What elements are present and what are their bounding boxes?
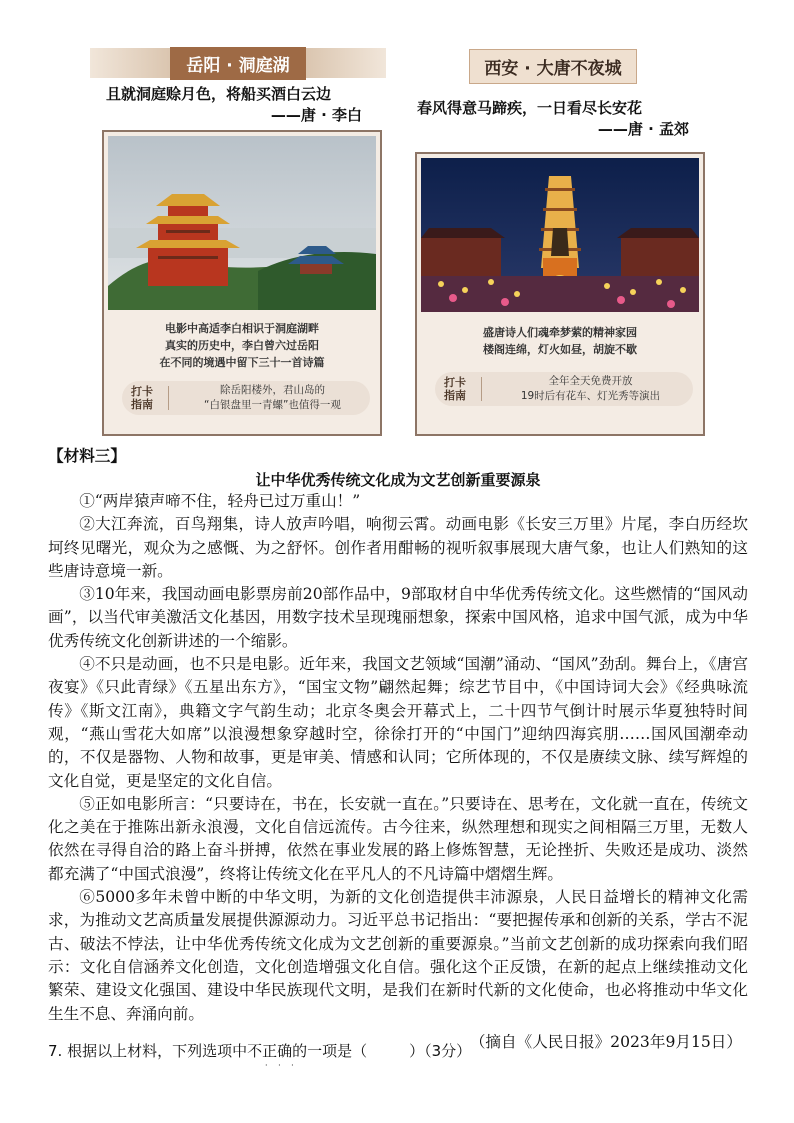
question-score: ）（3分） <box>409 1042 472 1060</box>
divider <box>168 386 169 410</box>
photo-frame <box>102 130 382 436</box>
paragraph: ⑤正如电影所言：“只要诗在，书在，长安就一直在。”只要诗在、思考在，文化就一直在，传统文化之美在于推陈出新永浪漫，文化自信远流传。古今往来，纵然理想和现实之间相隔三万里，无数人依然在寻得自洽的路上奋斗拼搏，依然在事业发展的路上修炼智慧，无论挫折、失败还是成功、淡然都充满了“中国式浪漫”，终将让传统文化在平凡人的不凡诗篇中熠熠生辉。 <box>48 794 748 883</box>
checkin-guide <box>435 372 693 406</box>
emphasis-dots: · · · <box>265 1061 298 1070</box>
material-label: 【材料三】 <box>48 446 126 465</box>
card-banner: 西安 · 大唐不夜城 <box>405 48 701 84</box>
paragraph: ⑥5000多年未曾中断的中华文明，为新的文化创造提供丰沛源泉，人民日益增长的精神文化需求，为推动文艺高质量发展提供源源动力。习近平总书记指出：“要把握传承和创新的关系，学古不泥古、破法不悖法，让中华优秀传统文化成为文艺创新的重要源泉。”当前文艺创新的成功探索向我们昭示：文化自信涵养文化创造，文化创造增强文化自信。强化这个正反馈，在新的起点上继续推动文化繁荣、建设文化强国、建设中华民族现代文明，是我们在新时代新的文化使命，也必将推动中华文化生生不息、奔涌向前。 <box>48 888 748 1023</box>
poem-author: ——唐 · 孟郊 <box>597 120 689 138</box>
checkin-label: 打卡 指南 <box>444 376 466 402</box>
checkin-guide <box>122 381 370 415</box>
checkin-text: 全年全天免费开放 19时后有花车、灯光秀等演出 <box>520 375 661 402</box>
poem <box>405 98 701 140</box>
card-yueyang <box>90 48 386 411</box>
poem-author: ——唐 · 李白 <box>270 106 362 124</box>
photo-caption: 电影中高适李白相识于洞庭湖畔 真实的历史中，李白曾六过岳阳 在不同的境遇中留下三十一首诗篇 <box>159 322 325 369</box>
photo-caption: 盛唐诗人们魂牵梦萦的精神家园 楼阁连绵，灯火如昼，胡旋不歇 <box>483 326 637 356</box>
datang-night-photo <box>421 158 699 312</box>
article <box>48 446 748 1053</box>
poem <box>90 84 386 126</box>
article-title: 让中华优秀传统文化成为文艺创新重要源泉 <box>255 471 541 489</box>
question-stem: 7. 根据以上材料，下列选项中不正确的一项是（ <box>48 1042 368 1060</box>
divider <box>481 377 482 401</box>
paragraph: ①“两岸猿声啼不住，轻舟已过万重山！” <box>79 492 361 510</box>
poem-line: 且就洞庭赊月色，将船买酒白云边 <box>106 85 332 103</box>
checkin-text: 除岳阳楼外，君山岛的 “白银盘里一青螺”也值得一观 <box>204 384 341 411</box>
yueyang-tower-photo <box>108 136 376 310</box>
poem-line: 春风得意马蹄疾，一日看尽长安花 <box>417 99 643 117</box>
question-7 <box>48 1040 471 1062</box>
paragraph: ③10年来，我国动画电影票房前20部作品中，9部取材自中华优秀传统文化。这些燃情的“国风动画”，以当代审美激活文化基因，用数字技术呈现瑰丽想象，探索中国风格，追求中国气派，成为中华优秀传统文化创新讲述的一个缩影。 <box>48 585 748 650</box>
paragraph: ②大江奔流，百鸟翔集，诗人放声吟唱，响彻云霄。动画电影《长安三万里》片尾，李白历经坎坷终见曙光，观众为之感慨、为之舒怀。创作者用酣畅的视听叙事展现大唐气象，也让人们熟知的这些唐诗意境一新。 <box>48 515 748 580</box>
article-source: （摘自《人民日报》2023年9月15日） <box>469 1032 742 1051</box>
card-xian <box>405 48 701 402</box>
paragraph: ④不只是动画，也不只是电影。近年来，我国文艺领域“国潮”涌动、“国风”劲刮。舞台上，《唐宫夜宴》《只此青绿》《五星出东方》，“国宝文物”翩然起舞；综艺节目中，《中国诗词大会》《经典咏流传》《斯文江南》，典籍文字气韵生动；北京冬奥会开幕式上，二十四节气倒计时展示华夏独特时间观，“燕山雪花大如席”以浪漫想象穿越时空，徐徐打开的“中国门”迎纳四海宾朋……国风国潮牵动的，不仅是器物、人物和故事，更是审美、情感和认同；它所体现的，不仅是赓续文脉、续写辉煌的文化自觉，更是坚定的文化自信。 <box>48 655 748 790</box>
photo-frame <box>415 152 705 436</box>
card-banner: 岳阳 · 洞庭湖 <box>90 48 386 78</box>
checkin-label: 打卡 指南 <box>131 385 153 411</box>
